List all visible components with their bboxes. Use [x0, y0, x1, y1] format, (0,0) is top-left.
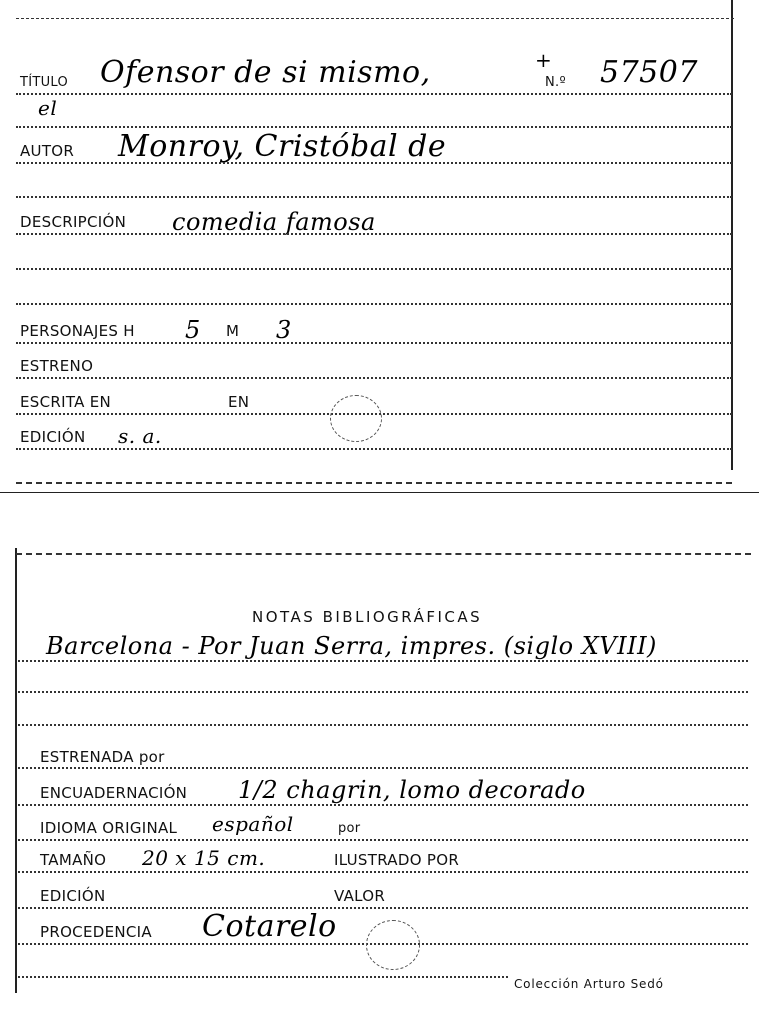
tamano-value: 20 x 15 cm.	[142, 846, 266, 870]
stamp-smudge	[366, 920, 420, 970]
card-right-border	[731, 0, 733, 470]
personajes-m-value: 3	[276, 316, 292, 344]
personajes-label: PERSONAJES H	[20, 322, 135, 340]
estrenada-rule	[18, 767, 748, 769]
idioma-value: español	[212, 812, 294, 836]
encuadernacion-rule	[18, 804, 748, 806]
numero-cross: +	[535, 48, 553, 72]
edicion-back-label: EDICIÓN	[40, 887, 106, 905]
blank-rule	[18, 724, 748, 726]
notas-value: Barcelona - Por Juan Serra, impres. (siglo XVIII)	[46, 632, 657, 660]
catalog-card-front	[0, 0, 759, 490]
encuadernacion-label: ENCUADERNACIÓN	[40, 784, 188, 802]
card-bottom-rule	[18, 976, 508, 978]
titulo-label: TÍTULO	[20, 75, 69, 90]
blank-rule	[16, 268, 732, 270]
blank-rule	[16, 303, 732, 305]
encuadernacion-value: 1/2 chagrin, lomo decorado	[238, 776, 586, 804]
card-left-border	[15, 548, 17, 993]
edicion-label: EDICIÓN	[20, 428, 86, 446]
numero-label: N.º	[545, 75, 566, 90]
autor-value: Monroy, Cristóbal de	[118, 129, 447, 164]
descripcion-rule	[16, 233, 732, 235]
card-bottom-edge	[16, 482, 732, 484]
blank-rule	[16, 126, 732, 128]
idioma-label: IDIOMA ORIGINAL	[40, 819, 178, 837]
notas-heading: NOTAS BIBLIOGRÁFICAS	[252, 608, 483, 626]
titulo-article: el	[38, 96, 58, 120]
estreno-rule	[16, 377, 732, 379]
idioma-rule	[18, 839, 748, 841]
estreno-label: ESTRENO	[20, 357, 94, 375]
edicion-rule	[16, 448, 732, 450]
catalog-card-back	[0, 548, 759, 1028]
card-top-edge	[16, 18, 734, 19]
edicion-rule	[18, 907, 748, 909]
blank-rule	[16, 196, 732, 198]
titulo-value: Ofensor de si mismo,	[100, 55, 431, 90]
procedencia-value: Cotarelo	[202, 909, 337, 944]
stamp-smudge	[330, 395, 382, 442]
tamano-rule	[18, 871, 748, 873]
blank-rule	[18, 691, 748, 693]
edicion-value: s. a.	[118, 424, 162, 448]
autor-rule	[16, 162, 732, 164]
autor-label: AUTOR	[20, 142, 75, 160]
valor-label: VALOR	[334, 887, 386, 905]
idioma-por: por	[338, 821, 361, 836]
numero-value: 57507	[600, 55, 698, 90]
escrita-en-label: ESCRITA EN	[20, 393, 112, 411]
procedencia-label: PROCEDENCIA	[40, 923, 152, 941]
personajes-h-value: 5	[185, 316, 201, 344]
collection-credit: Colección Arturo Sedó	[514, 977, 664, 991]
en-label: EN	[228, 393, 250, 411]
personajes-rule	[16, 342, 732, 344]
ilustrado-label: ILUSTRADO POR	[334, 851, 460, 869]
card-top-edge	[16, 553, 751, 555]
titulo-rule	[16, 93, 732, 95]
personajes-m-label: M	[226, 322, 240, 340]
descripcion-value: comedia famosa	[172, 208, 376, 236]
tamano-label: TAMAÑO	[40, 851, 107, 869]
card-separator	[0, 492, 759, 493]
notas-rule	[18, 660, 748, 662]
descripcion-label: DESCRIPCIÓN	[20, 213, 127, 231]
estrenada-label: ESTRENADA por	[40, 748, 165, 766]
